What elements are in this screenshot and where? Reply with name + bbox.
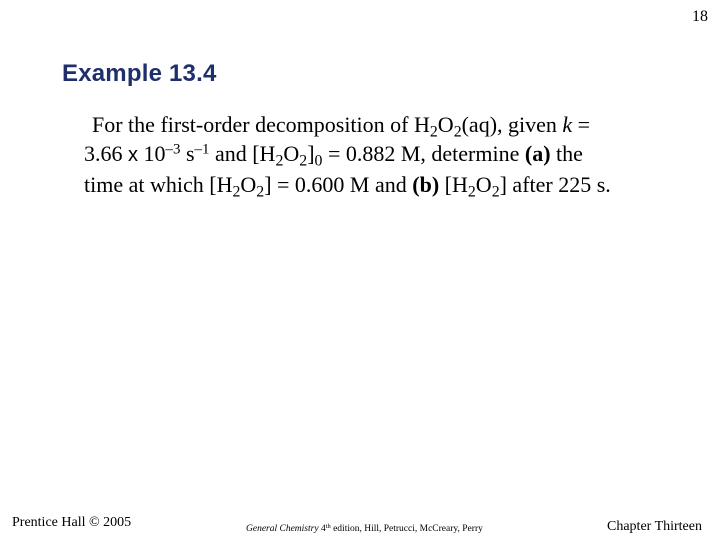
part-b-label: (b) [412, 172, 440, 197]
page-number: 18 [692, 8, 708, 25]
text-segment: For the first-order decomposition of H [92, 112, 430, 137]
problem-statement [84, 110, 688, 201]
text-segment: s [180, 141, 195, 166]
book-citation-footer [246, 524, 483, 534]
times-symbol: x [128, 144, 138, 166]
publisher-footer: Prentice Hall © 2005 [12, 515, 132, 530]
book-title: General Chemistry [246, 524, 319, 534]
text-segment: ] after 225 s. [499, 172, 611, 197]
text-segment: ] [307, 141, 315, 166]
subscript: 2 [256, 183, 265, 201]
superscript: –3 [165, 141, 181, 158]
text-segment: 3.66 [84, 141, 128, 166]
subscript: 2 [467, 183, 476, 201]
subscript: 2 [232, 183, 241, 201]
edition-authors: edition, Hill, Petrucci, McCreary, Perry [330, 524, 483, 534]
edition-number: 4 [320, 524, 326, 534]
text-segment: = 0.882 M, determine [322, 141, 525, 166]
subscript: 2 [429, 123, 438, 141]
text-segment: time at which [H [84, 172, 233, 197]
text-segment: ] = 0.600 M and [264, 172, 413, 197]
chapter-footer: Chapter Thirteen [607, 519, 702, 534]
subscript: 2 [453, 123, 462, 141]
rate-constant-symbol: k [562, 112, 573, 137]
text-segment: O [475, 172, 492, 197]
problem-line-2 [84, 139, 688, 170]
text-segment: the [550, 141, 583, 166]
text-segment: and [H [209, 141, 276, 166]
edition-suffix: th [325, 522, 331, 530]
text-segment: O [283, 141, 300, 166]
subscript: 2 [275, 152, 284, 170]
page-title: Example 13.4 [62, 60, 217, 87]
text-segment: [H [439, 172, 468, 197]
subscript: 2 [299, 152, 308, 170]
text-segment: O [437, 112, 454, 137]
superscript: –1 [194, 141, 210, 158]
text-segment: = [572, 112, 591, 137]
text-segment: 10 [138, 141, 166, 166]
text-segment: (aq), given [461, 112, 563, 137]
problem-line-3 [84, 170, 688, 199]
part-a-label: (a) [524, 141, 551, 166]
subscript: 0 [314, 152, 323, 170]
text-segment: O [240, 172, 257, 197]
problem-line-1 [88, 110, 688, 139]
subscript: 2 [491, 183, 500, 201]
